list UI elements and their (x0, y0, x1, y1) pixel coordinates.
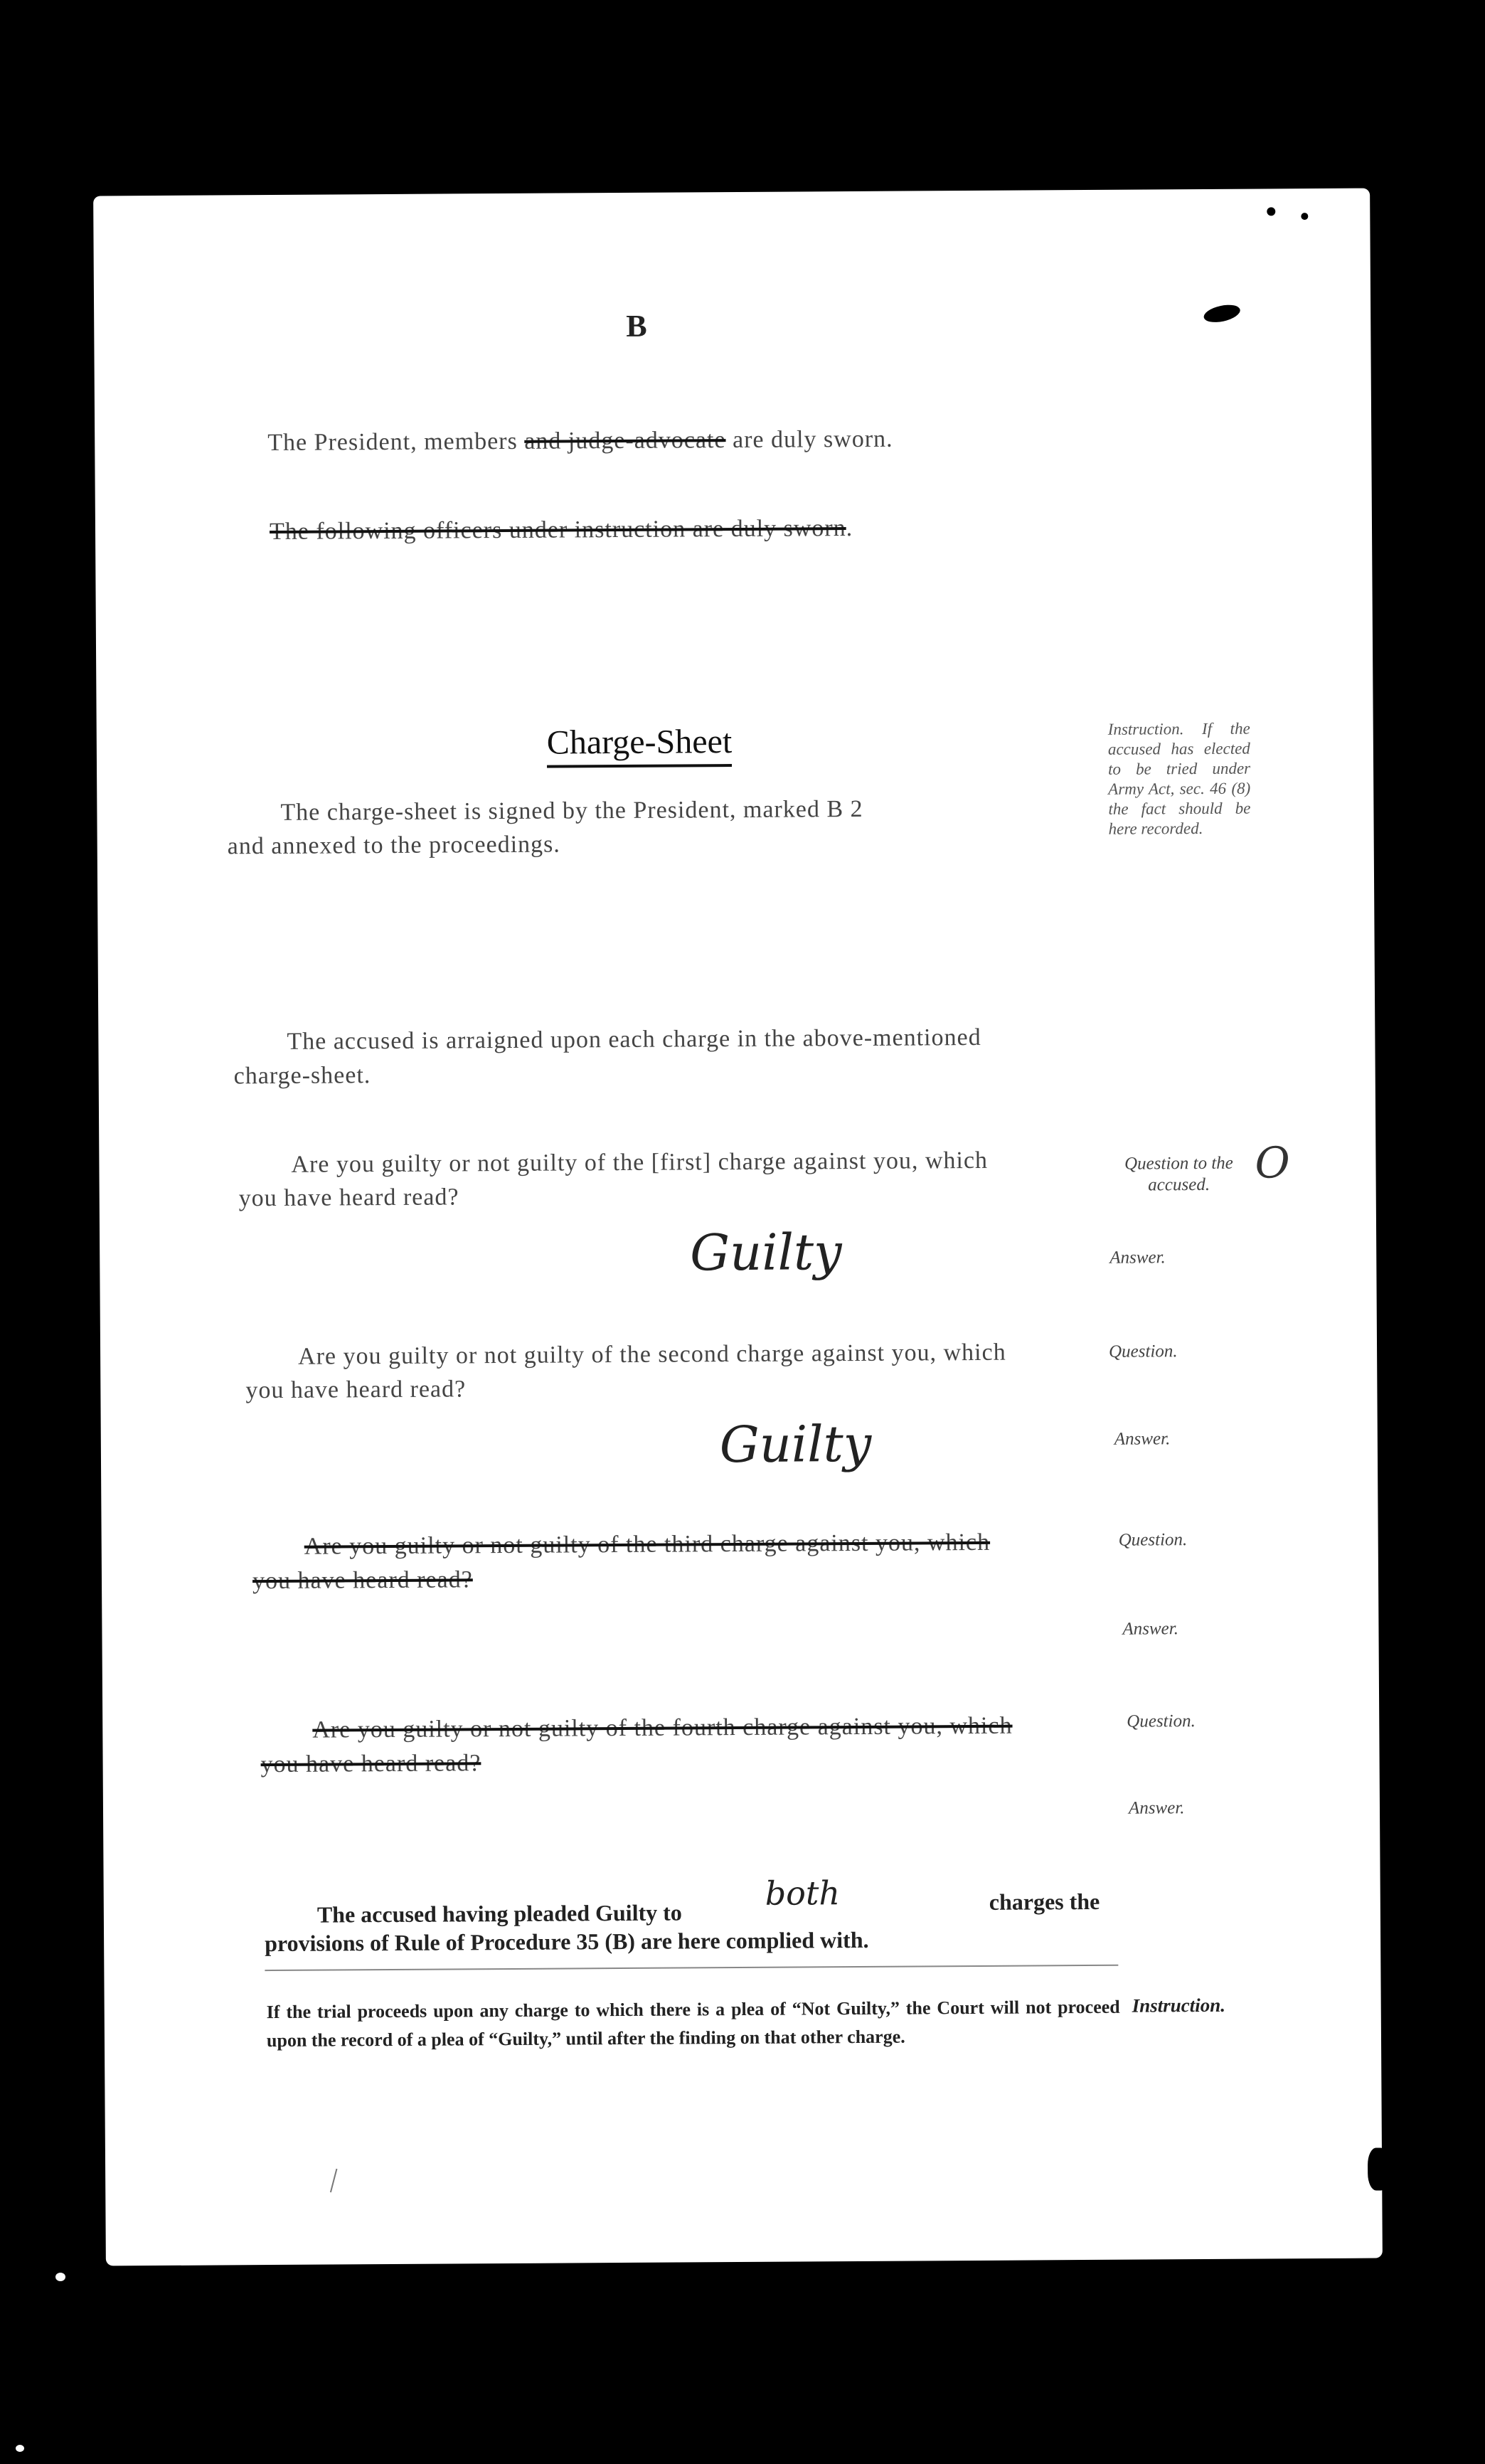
arraignment-line1: The accused is arraigned upon each charge in the above-mentioned (287, 1024, 981, 1055)
charge-sheet-line1: The charge-sheet is signed by the President, marked B 2 (280, 795, 863, 826)
arraignment-line2: charge-sheet. (233, 1062, 371, 1090)
question1-label: Question to the accused. (1124, 1153, 1233, 1195)
scan-speck (55, 2273, 65, 2281)
answer4-label: Answer. (1128, 1798, 1185, 1818)
answer1-handwritten: Guilty (689, 1223, 842, 1283)
divider (265, 1965, 1118, 1971)
ink-blot (1267, 207, 1275, 216)
sworn-pre: The President, members (267, 428, 525, 457)
section-letter: B (626, 308, 647, 344)
question1-line1: Are you guilty or not guilty of the [first] charge against you, which (291, 1147, 989, 1178)
question4-line1: Are you guilty or not guilty of the fourth charge against you, which (312, 1712, 1013, 1743)
document-page (93, 188, 1383, 2266)
answer2-handwritten: Guilty (719, 1414, 872, 1475)
question4-line2: you have heard read? (260, 1750, 481, 1778)
question3-line1: Are you guilty or not guilty of the third charge against you, which (304, 1529, 991, 1560)
answer3-label: Answer. (1122, 1619, 1179, 1639)
officers-line (270, 515, 853, 546)
scan-speck (16, 2445, 24, 2452)
sworn-struck: and judge-advocate (524, 427, 726, 455)
answer2-label: Answer. (1114, 1429, 1171, 1449)
question4-label: Question. (1127, 1711, 1196, 1731)
question3-label: Question. (1118, 1530, 1188, 1550)
ink-blot (1368, 2147, 1389, 2190)
ink-blot (1301, 213, 1308, 220)
question2-line2: you have heard read? (245, 1376, 467, 1404)
charge-sheet-line2: and annexed to the proceedings. (227, 831, 560, 860)
question3-line2: you have heard read? (252, 1566, 473, 1595)
circle-mark: O (1255, 1138, 1290, 1189)
ink-blot (1202, 302, 1242, 326)
footer-text: If the trial proceeds upon any charge to which there is a plea of “Not Guilty,” the Court will not proceed upon the record of a plea of “Guilty,” until after the finding on that other charge. (266, 1996, 1120, 2051)
sworn-line (267, 426, 893, 457)
footer-label: Instruction. (1132, 1994, 1226, 2017)
officers-struck: The following officers under instruction are duly sworn (269, 515, 846, 546)
pleaded-pre: The accused having pleaded Guilty to (316, 1899, 682, 1928)
pencil-tick (330, 2169, 338, 2192)
pleaded-handwritten: both (765, 1874, 841, 1913)
charge-sheet-title: Charge-Sheet (547, 722, 733, 768)
answer1-label: Answer. (1109, 1248, 1166, 1268)
pleaded-post: charges the (989, 1888, 1100, 1915)
question2-line1: Are you guilty or not guilty of the second charge against you, which (297, 1339, 1006, 1370)
question1-line2: you have heard read? (238, 1184, 459, 1212)
sworn-post: are duly sworn. (725, 425, 893, 454)
question2-label: Question. (1108, 1342, 1178, 1361)
instruction-note: Instruction. If the accused has elected to be tried under Army Act, sec. 46 (8) the fact should be here recorded. (1107, 719, 1251, 838)
pleaded-line2: provisions of Rule of Procedure 35 (B) are here complied with. (265, 1926, 869, 1957)
officers-post: . (846, 514, 853, 542)
